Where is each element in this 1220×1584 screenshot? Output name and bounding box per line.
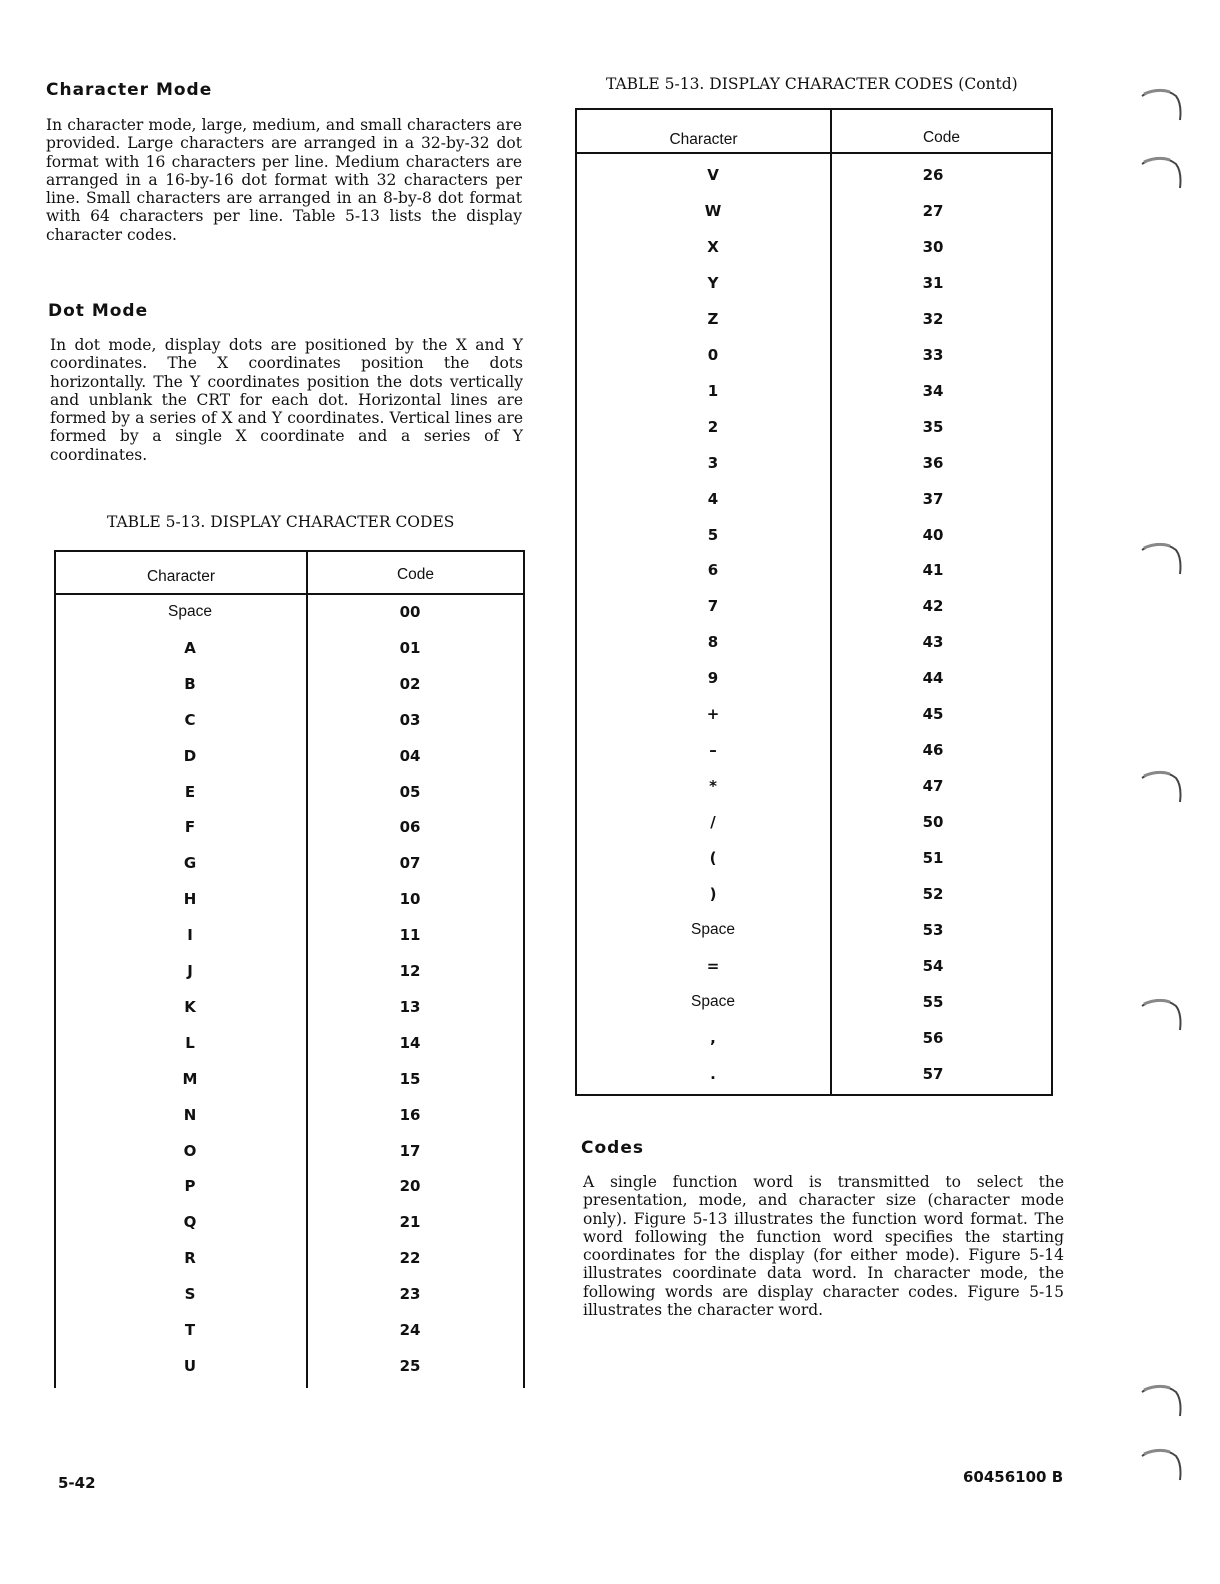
character-cell: 7 bbox=[707, 597, 719, 616]
table-row bbox=[577, 199, 1051, 223]
code-cell: 23 bbox=[399, 1285, 421, 1304]
document-number: 60456100 B bbox=[963, 1468, 1064, 1486]
character-cell: / bbox=[710, 813, 716, 832]
character-cell: ( bbox=[709, 849, 717, 868]
character-cell: Space bbox=[691, 920, 735, 938]
character-cell: = bbox=[706, 956, 720, 975]
character-cell: + bbox=[706, 705, 720, 724]
code-cell: 52 bbox=[922, 885, 944, 903]
table-row bbox=[577, 415, 1051, 439]
code-cell: 40 bbox=[922, 525, 944, 544]
character-cell: 9 bbox=[707, 669, 719, 688]
character-cell: 5 bbox=[707, 525, 719, 544]
table-row bbox=[56, 600, 523, 624]
character-cell: Z bbox=[707, 309, 719, 328]
code-cell: 42 bbox=[922, 597, 944, 616]
character-cell: – bbox=[709, 741, 717, 760]
table-right-header-code: Code bbox=[922, 129, 961, 146]
page-number: 5-42 bbox=[58, 1474, 96, 1492]
table-left-header-rule bbox=[54, 593, 525, 595]
code-cell: 46 bbox=[922, 741, 944, 760]
table-left bbox=[54, 550, 525, 1388]
codes-paragraph: A single function word is transmitted to select the presentation, mode, and character size (character mode only). Figure 5-13 illustrates the function word format. The word following the function word specifies the starting coordinates for the display (for either mode). Figure 5-14 illustrates coordinate data word. In character mode, the following words are display character codes. Figure 5-15 illustrates the character word. bbox=[583, 1173, 1064, 1320]
table-row bbox=[577, 630, 1051, 654]
table-row bbox=[577, 990, 1051, 1014]
character-cell: 0 bbox=[707, 345, 719, 364]
table-row bbox=[56, 672, 523, 696]
code-cell: 26 bbox=[922, 166, 944, 184]
code-cell: 45 bbox=[922, 705, 944, 724]
code-cell: 50 bbox=[922, 813, 944, 832]
character-cell: 8 bbox=[707, 633, 719, 652]
table-row bbox=[56, 1103, 523, 1127]
code-cell: 56 bbox=[922, 1028, 944, 1047]
code-cell: 16 bbox=[399, 1105, 421, 1124]
code-cell: 32 bbox=[922, 309, 944, 328]
character-cell: W bbox=[704, 201, 722, 220]
code-cell: 20 bbox=[399, 1177, 421, 1196]
character-cell: Y bbox=[707, 273, 719, 292]
table-row bbox=[577, 594, 1051, 618]
code-cell: 24 bbox=[399, 1321, 421, 1339]
table-right-header-rule bbox=[575, 152, 1053, 154]
table-row bbox=[56, 1174, 523, 1198]
table-row bbox=[577, 343, 1051, 367]
code-cell: 41 bbox=[922, 561, 944, 580]
code-cell: 33 bbox=[922, 345, 944, 364]
table-right-top-rule bbox=[575, 108, 1053, 110]
character-cell: E bbox=[184, 782, 196, 801]
table-row bbox=[56, 995, 523, 1019]
code-cell: 37 bbox=[922, 489, 944, 508]
character-cell: 2 bbox=[707, 417, 719, 436]
code-cell: 53 bbox=[922, 920, 944, 939]
character-cell: Space bbox=[168, 603, 212, 620]
code-cell: 11 bbox=[399, 926, 421, 945]
code-cell: 30 bbox=[922, 237, 944, 256]
character-mode-heading: Character Mode bbox=[46, 80, 213, 100]
code-cell: 10 bbox=[399, 890, 421, 909]
dot-mode-paragraph: In dot mode, display dots are positioned by the X and Y coordinates. The X coordinates position the dots horizontally. The Y coordinates position the dots vertically and unblank the CRT for each dot. Horizontal lines are formed by a series of X and Y coordinates. Vertical lines are formed by a single X coordinate and a series of Y coordinates. bbox=[50, 336, 523, 464]
table-row bbox=[56, 708, 523, 732]
binder-hole-mark bbox=[1140, 84, 1184, 128]
table-row bbox=[577, 810, 1051, 834]
character-cell: I bbox=[187, 926, 193, 945]
table-row bbox=[56, 780, 523, 804]
table-row bbox=[56, 887, 523, 911]
character-cell: J bbox=[187, 962, 193, 980]
table-row bbox=[577, 163, 1051, 187]
character-cell: ) bbox=[709, 885, 717, 903]
table-row bbox=[56, 1210, 523, 1234]
table-row bbox=[577, 1026, 1051, 1050]
code-cell: 51 bbox=[922, 849, 944, 868]
character-cell: 6 bbox=[707, 561, 719, 580]
code-cell: 25 bbox=[399, 1356, 421, 1375]
code-cell: 47 bbox=[922, 777, 944, 796]
table-left-header-code: Code bbox=[396, 566, 435, 583]
table-row bbox=[577, 307, 1051, 331]
table-right-title: TABLE 5-13. DISPLAY CHARACTER CODES (Contd) bbox=[606, 75, 1018, 93]
character-cell: G bbox=[183, 854, 197, 873]
code-cell: 55 bbox=[922, 992, 944, 1011]
code-cell: 12 bbox=[399, 962, 421, 980]
code-cell: 03 bbox=[399, 710, 421, 729]
code-cell: 01 bbox=[399, 638, 421, 657]
code-cell: 07 bbox=[399, 854, 421, 873]
character-cell: , bbox=[710, 1028, 716, 1047]
binder-hole-mark bbox=[1140, 1380, 1184, 1424]
character-cell: P bbox=[184, 1177, 196, 1196]
character-cell: A bbox=[184, 638, 196, 657]
table-row bbox=[56, 851, 523, 875]
table-left-header-character: Character bbox=[146, 568, 216, 585]
code-cell: 05 bbox=[399, 782, 421, 801]
table-row bbox=[56, 1354, 523, 1378]
table-row bbox=[577, 487, 1051, 511]
binder-hole-mark bbox=[1140, 766, 1184, 810]
code-cell: 57 bbox=[922, 1064, 944, 1083]
character-cell: * bbox=[709, 777, 717, 796]
character-cell: 4 bbox=[707, 489, 719, 508]
table-row bbox=[577, 666, 1051, 690]
character-cell: 1 bbox=[707, 381, 719, 400]
table-row bbox=[577, 702, 1051, 726]
character-cell: D bbox=[183, 746, 197, 765]
code-cell: 06 bbox=[399, 818, 421, 837]
binder-hole-mark bbox=[1140, 994, 1184, 1038]
table-row bbox=[577, 379, 1051, 403]
character-cell: R bbox=[184, 1249, 196, 1268]
code-cell: 00 bbox=[399, 603, 421, 621]
table-row bbox=[577, 558, 1051, 582]
table-row bbox=[577, 738, 1051, 762]
character-cell: B bbox=[184, 674, 196, 693]
character-cell: . bbox=[710, 1064, 716, 1083]
character-cell: V bbox=[707, 166, 719, 184]
table-row bbox=[56, 1282, 523, 1306]
code-cell: 14 bbox=[399, 1033, 421, 1052]
dot-mode-heading: Dot Mode bbox=[48, 301, 149, 321]
table-row bbox=[56, 1318, 523, 1342]
character-mode-paragraph: In character mode, large, medium, and small characters are provided. Large characters are arranged in a 32-by-32 dot format with 16 characters per line. Medium characters are arranged in a 16-by-16 dot format with 32 characters per line. Small characters are arranged in an 8-by-8 dot format with 64 characters per line. Table 5-13 lists the display character codes. bbox=[46, 116, 522, 244]
table-row bbox=[56, 1067, 523, 1091]
code-cell: 22 bbox=[399, 1249, 421, 1268]
table-row bbox=[56, 1139, 523, 1163]
code-cell: 34 bbox=[922, 381, 944, 400]
character-cell: U bbox=[183, 1356, 197, 1375]
table-row bbox=[577, 918, 1051, 942]
table-row bbox=[56, 1031, 523, 1055]
character-cell: Q bbox=[183, 1213, 197, 1232]
table-row bbox=[577, 451, 1051, 475]
character-cell: H bbox=[183, 890, 197, 909]
table-row bbox=[56, 923, 523, 947]
table-row bbox=[577, 1062, 1051, 1086]
table-row bbox=[577, 774, 1051, 798]
code-cell: 27 bbox=[922, 201, 944, 220]
table-row bbox=[56, 815, 523, 839]
code-cell: 13 bbox=[399, 997, 421, 1016]
character-cell: T bbox=[184, 1321, 196, 1339]
code-cell: 35 bbox=[922, 417, 944, 436]
character-cell: C bbox=[184, 710, 196, 729]
character-cell: Space bbox=[691, 992, 735, 1010]
character-cell: L bbox=[185, 1033, 195, 1052]
character-cell: M bbox=[182, 1069, 198, 1088]
table-row bbox=[577, 271, 1051, 295]
table-left-title: TABLE 5-13. DISPLAY CHARACTER CODES bbox=[107, 513, 455, 531]
code-cell: 21 bbox=[399, 1213, 421, 1232]
codes-heading: Codes bbox=[581, 1138, 644, 1158]
code-cell: 15 bbox=[399, 1069, 421, 1088]
table-row bbox=[56, 744, 523, 768]
table-row bbox=[577, 882, 1051, 906]
character-cell: X bbox=[707, 237, 719, 256]
table-row bbox=[577, 235, 1051, 259]
character-cell: K bbox=[184, 997, 196, 1016]
table-row bbox=[577, 846, 1051, 870]
code-cell: 43 bbox=[922, 633, 944, 652]
binder-hole-mark bbox=[1140, 1444, 1184, 1488]
table-row bbox=[577, 523, 1051, 547]
table-right-header-character: Character bbox=[669, 131, 738, 148]
code-cell: 36 bbox=[922, 453, 944, 472]
binder-hole-mark bbox=[1140, 538, 1184, 582]
code-cell: 54 bbox=[922, 956, 944, 975]
code-cell: 31 bbox=[922, 273, 944, 292]
character-cell: O bbox=[183, 1141, 197, 1160]
code-cell: 04 bbox=[399, 746, 421, 765]
table-right bbox=[575, 108, 1053, 1096]
table-left-top-rule bbox=[54, 550, 525, 552]
character-cell: F bbox=[184, 818, 196, 837]
code-cell: 02 bbox=[399, 674, 421, 693]
binder-hole-mark bbox=[1140, 152, 1184, 196]
table-row bbox=[56, 636, 523, 660]
table-row bbox=[56, 1246, 523, 1270]
character-cell: S bbox=[184, 1285, 196, 1304]
character-cell: N bbox=[183, 1105, 197, 1124]
table-row bbox=[577, 954, 1051, 978]
table-row bbox=[56, 959, 523, 983]
code-cell: 17 bbox=[399, 1141, 421, 1160]
character-cell: 3 bbox=[707, 453, 719, 472]
code-cell: 44 bbox=[922, 669, 944, 688]
